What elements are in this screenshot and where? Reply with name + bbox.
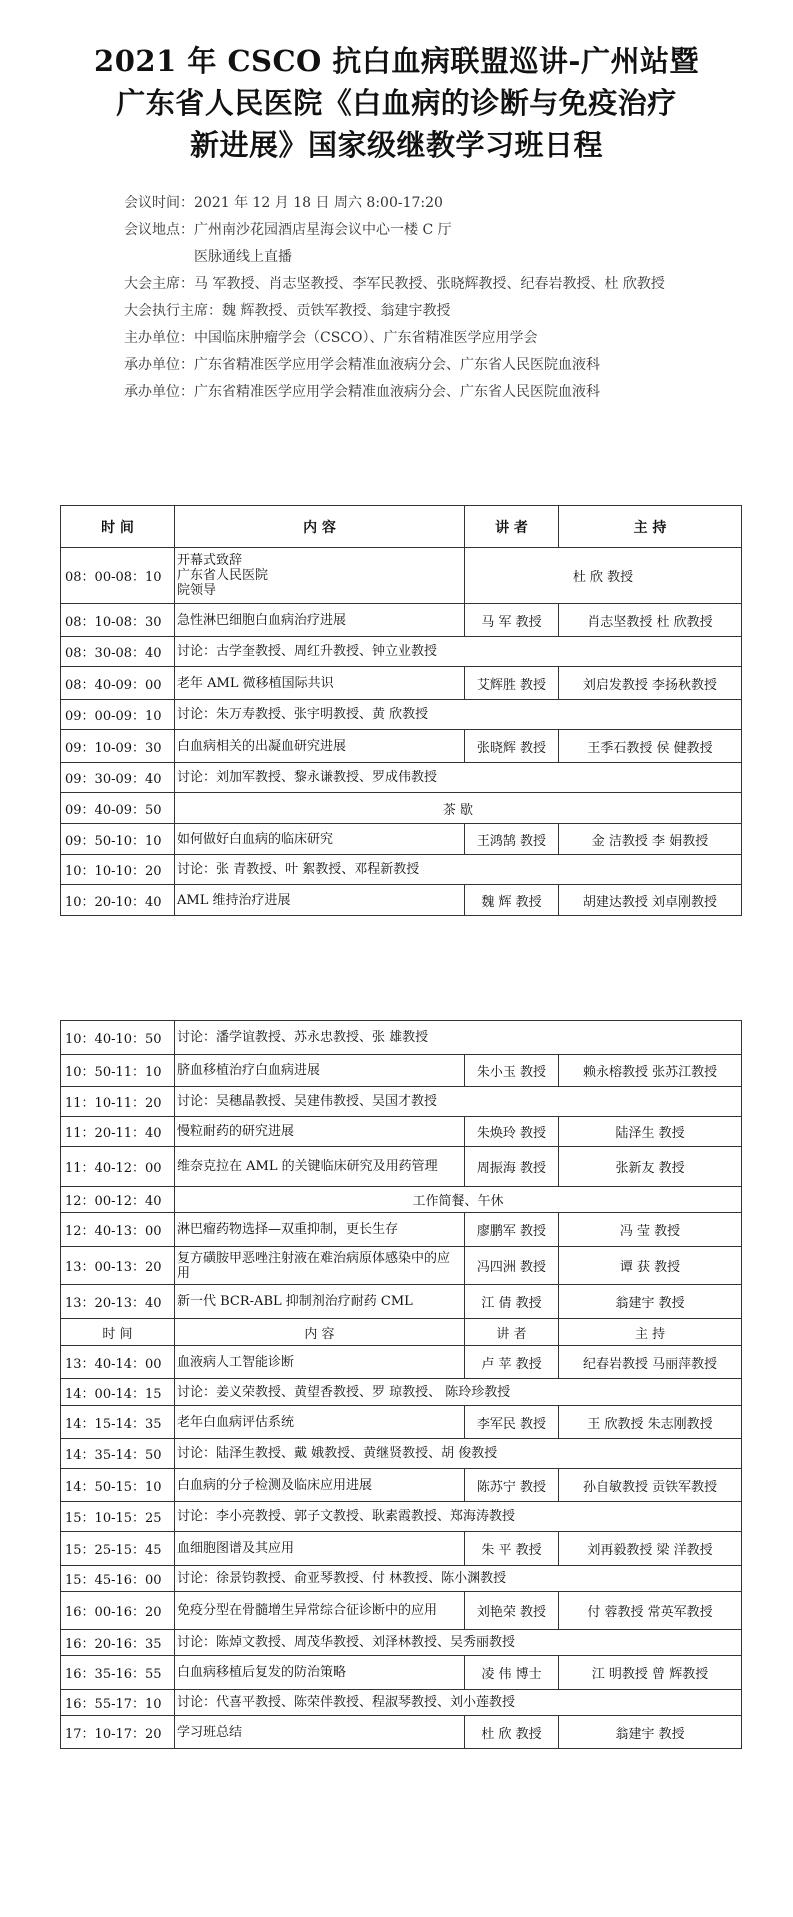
header-time: 时 间 (61, 506, 175, 548)
schedule-body-1 (61, 548, 742, 916)
info-row-exec-chair (124, 298, 793, 325)
row-content: 脐血移植治疗白血病进展 (175, 1055, 465, 1087)
row-host: 翁建宇 教授 (559, 1716, 742, 1749)
row-content: 讨论：刘加军教授、黎永谦教授、罗成伟教授 (175, 763, 742, 793)
row-content: 白血病的分子检测及临床应用进展 (175, 1469, 465, 1502)
table-row (61, 700, 742, 730)
row-speaker: 陈苏宁 教授 (465, 1469, 559, 1502)
info-row-organizer-1 (124, 352, 793, 379)
row-time: 13：40-14：00 (61, 1346, 175, 1379)
row-break: 工作简餐、午休 (175, 1187, 742, 1213)
table-row (61, 1055, 742, 1087)
row-time: 13：00-13：20 (61, 1247, 175, 1285)
table-row (61, 1502, 742, 1532)
info-value: 广州南沙花园酒店星海会议中心一楼 C 厅 (194, 222, 452, 238)
row-host: 王季石教授 侯 健教授 (559, 730, 742, 763)
row-time: 09：10-09：30 (61, 730, 175, 763)
info-row-time (124, 190, 793, 217)
table-row (61, 1187, 742, 1213)
info-value: 广东省精准医学应用学会精准血液病分会、广东省人民医院血液科 (194, 357, 600, 373)
row-time: 13：20-13：40 (61, 1285, 175, 1319)
table-row (61, 793, 742, 824)
row-time: 08：40-09：00 (61, 667, 175, 700)
row-speaker: 卢 苹 教授 (465, 1346, 559, 1379)
subheader-host: 主 持 (559, 1319, 742, 1346)
row-content: 讨论：古学奎教授、周红升教授、钟立业教授 (175, 637, 742, 667)
row-content: 如何做好白血病的临床研究 (175, 824, 465, 855)
info-value: 中国临床肿瘤学会（CSCO）、广东省精准医学应用学会 (194, 330, 538, 346)
row-speaker: 朱 平 教授 (465, 1532, 559, 1566)
row-time: 09：50-10：10 (61, 824, 175, 855)
table-row (61, 1021, 742, 1055)
info-row-organizer-2 (124, 379, 793, 406)
row-speaker: 周振海 教授 (465, 1147, 559, 1187)
info-row-venue (124, 217, 793, 244)
row-host: 纪春岩教授 马丽萍教授 (559, 1346, 742, 1379)
info-value: 广东省精准医学应用学会精准血液病分会、广东省人民医院血液科 (194, 384, 600, 400)
row-content: 白血病移植后复发的防治策略 (175, 1656, 465, 1690)
row-content: 学习班总结 (175, 1716, 465, 1749)
title-line-3: 新进展》国家级继教学习班日程 (189, 128, 603, 162)
table-row (61, 604, 742, 637)
row-time: 12：00-12：40 (61, 1187, 175, 1213)
row-time: 08：00-08：10 (61, 548, 175, 604)
header-host: 主 持 (559, 506, 742, 548)
info-label: 会议地点： (124, 222, 194, 238)
row-time: 15：25-15：45 (61, 1532, 175, 1566)
row-speaker: 张晓辉 教授 (465, 730, 559, 763)
info-chair-text (124, 271, 724, 298)
row-break: 茶 歇 (175, 793, 742, 824)
row-speaker: 江 倩 教授 (465, 1285, 559, 1319)
row-host: 刘启发教授 李扬秋教授 (559, 667, 742, 700)
row-time: 09：00-09：10 (61, 700, 175, 730)
table-row (61, 824, 742, 855)
row-content: 慢粒耐药的研究进展 (175, 1117, 465, 1147)
row-host: 杜 欣 教授 (465, 548, 742, 604)
meeting-info (0, 190, 793, 406)
table-row (61, 1716, 742, 1749)
row-host: 谭 获 教授 (559, 1247, 742, 1285)
row-content: 血细胞图谱及其应用 (175, 1532, 465, 1566)
row-time: 12：40-13：00 (61, 1213, 175, 1247)
table-row (61, 1656, 742, 1690)
row-time: 14：00-14：15 (61, 1379, 175, 1406)
row-time: 10：40-10：50 (61, 1021, 175, 1055)
row-time: 15：45-16：00 (61, 1566, 175, 1592)
table-row (61, 1346, 742, 1379)
row-time: 16：00-16：20 (61, 1592, 175, 1630)
row-speaker: 朱焕玲 教授 (465, 1117, 559, 1147)
row-content: 复方磺胺甲恶唑注射液在难治病原体感染中的应用 (175, 1247, 465, 1285)
info-value: 2021 年 12 月 18 日 周六 8:00-17:20 (194, 195, 443, 211)
row-speaker: 王鸿鹄 教授 (465, 824, 559, 855)
row-time: 09：40-09：50 (61, 793, 175, 824)
table-row (61, 667, 742, 700)
row-speaker: 李军民 教授 (465, 1406, 559, 1439)
row-content: 白血病相关的出凝血研究进展 (175, 730, 465, 763)
table-row (61, 1532, 742, 1566)
row-speaker: 冯四洲 教授 (465, 1247, 559, 1285)
info-value: 医脉通线上直播 (194, 249, 292, 265)
row-host: 江 明教授 曾 辉教授 (559, 1656, 742, 1690)
row-content: 维奈克拉在 AML 的关键临床研究及用药管理 (175, 1147, 465, 1187)
schedule-body-2a (61, 1021, 742, 1319)
info-row-host-org (124, 325, 793, 352)
document-title (0, 40, 793, 166)
schedule-table-1 (60, 505, 742, 916)
info-label: 会议时间： (124, 195, 194, 211)
row-speaker: 艾辉胜 教授 (465, 667, 559, 700)
subheader-speaker: 讲 者 (465, 1319, 559, 1346)
row-time: 10：20-10：40 (61, 885, 175, 916)
table-row (61, 885, 742, 916)
row-speaker: 朱小玉 教授 (465, 1055, 559, 1087)
row-content: 讨论：姜义荣教授、黄望香教授、罗 琼教授、 陈玲珍教授 (175, 1379, 742, 1406)
row-speaker: 凌 伟 博士 (465, 1656, 559, 1690)
table-row (61, 1285, 742, 1319)
row-time: 17：10-17：20 (61, 1716, 175, 1749)
row-content: AML 维持治疗进展 (175, 885, 465, 916)
subheader-time: 时 间 (61, 1319, 175, 1346)
row-host: 翁建宇 教授 (559, 1285, 742, 1319)
table-row (61, 1566, 742, 1592)
row-time: 14：50-15：10 (61, 1469, 175, 1502)
row-content: 讨论：潘学谊教授、苏永忠教授、张 雄教授 (175, 1021, 742, 1055)
row-content: 讨论：张 青教授、叶 絮教授、邓程新教授 (175, 855, 742, 885)
table-row (61, 1087, 742, 1117)
header-speaker: 讲 者 (465, 506, 559, 548)
row-time: 08：30-08：40 (61, 637, 175, 667)
row-content: 讨论：陆泽生教授、戴 娥教授、黄继贤教授、胡 俊教授 (175, 1439, 742, 1469)
row-speaker: 刘艳荣 教授 (465, 1592, 559, 1630)
table-header-row (61, 506, 742, 548)
row-time: 11：10-11：20 (61, 1087, 175, 1117)
table-row (61, 1690, 742, 1716)
schedule-body-2b (61, 1346, 742, 1749)
row-time: 11：20-11：40 (61, 1117, 175, 1147)
row-content: 老年白血病评估系统 (175, 1406, 465, 1439)
table-row (61, 1117, 742, 1147)
row-host: 胡建达教授 刘卓刚教授 (559, 885, 742, 916)
table-row (61, 1592, 742, 1630)
row-speaker: 廖鹏军 教授 (465, 1213, 559, 1247)
row-time: 14：15-14：35 (61, 1406, 175, 1439)
info-label: 大会执行主席： (124, 303, 222, 319)
table-row (61, 1213, 742, 1247)
row-host: 金 洁教授 李 娟教授 (559, 824, 742, 855)
row-time: 10：50-11：10 (61, 1055, 175, 1087)
info-label: 承办单位： (124, 357, 194, 373)
row-content: 新一代 BCR-ABL 抑制剂治疗耐药 CML (175, 1285, 465, 1319)
row-host: 肖志坚教授 杜 欣教授 (559, 604, 742, 637)
row-content: 开幕式致辞 广东省人民医院 院领导 (175, 548, 465, 604)
info-row-live (124, 244, 793, 271)
row-time: 15：10-15：25 (61, 1502, 175, 1532)
table-row (61, 730, 742, 763)
row-speaker: 杜 欣 教授 (465, 1716, 559, 1749)
row-content: 急性淋巴细胞白血病治疗进展 (175, 604, 465, 637)
schedule-subheader (61, 1319, 742, 1346)
row-content: 讨论：吴穗晶教授、吴建伟教授、吴国才教授 (175, 1087, 742, 1117)
row-content: 讨论：徐景钧教授、俞亚琴教授、付 林教授、陈小渊教授 (175, 1566, 742, 1592)
row-host: 张新友 教授 (559, 1147, 742, 1187)
row-time: 16：35-16：55 (61, 1656, 175, 1690)
schedule-table-2 (60, 1020, 742, 1749)
row-host: 孙自敏教授 贡铁军教授 (559, 1469, 742, 1502)
row-host: 付 蓉教授 常英军教授 (559, 1592, 742, 1630)
row-content: 讨论：陈焯文教授、周茂华教授、刘泽林教授、吴秀丽教授 (175, 1630, 742, 1656)
info-value: 魏 辉教授、贡铁军教授、翁建宇教授 (222, 303, 451, 319)
row-time: 11：40-12：00 (61, 1147, 175, 1187)
row-host: 陆泽生 教授 (559, 1117, 742, 1147)
row-time: 08：10-08：30 (61, 604, 175, 637)
info-label: 主办单位： (124, 330, 194, 346)
table-row (61, 855, 742, 885)
row-time: 16：55-17：10 (61, 1690, 175, 1716)
row-content: 讨论：李小亮教授、郭子文教授、耿素霞教授、郑海涛教授 (175, 1502, 742, 1532)
table-row (61, 1439, 742, 1469)
row-speaker: 魏 辉 教授 (465, 885, 559, 916)
info-row-chair (124, 271, 793, 298)
row-content: 免疫分型在骨髓增生异常综合征诊断中的应用 (175, 1592, 465, 1630)
row-host: 王 欣教授 朱志刚教授 (559, 1406, 742, 1439)
title-line-2: 广东省人民医院《白血病的诊断与免疫治疗 (116, 86, 677, 120)
row-time: 09：30-09：40 (61, 763, 175, 793)
row-time: 10：10-10：20 (61, 855, 175, 885)
table-row (61, 763, 742, 793)
row-content: 讨论：代喜平教授、陈荣伴教授、程淑琴教授、刘小莲教授 (175, 1690, 742, 1716)
subheader-content: 内 容 (175, 1319, 465, 1346)
table-row (61, 1406, 742, 1439)
row-host: 赖永榕教授 张苏江教授 (559, 1055, 742, 1087)
row-content: 淋巴瘤药物选择—双重抑制，更长生存 (175, 1213, 465, 1247)
row-time: 14：35-14：50 (61, 1439, 175, 1469)
table-row (61, 1630, 742, 1656)
table-row (61, 637, 742, 667)
table-row (61, 1147, 742, 1187)
row-host: 刘再毅教授 梁 洋教授 (559, 1532, 742, 1566)
header-content: 内 容 (175, 506, 465, 548)
row-speaker: 马 军 教授 (465, 604, 559, 637)
title-line-1: 2021 年 CSCO 抗白血病联盟巡讲-广州站暨 (94, 44, 699, 78)
row-content: 血液病人工智能诊断 (175, 1346, 465, 1379)
row-content: 老年 AML 微移植国际共识 (175, 667, 465, 700)
table-row (61, 1247, 742, 1285)
table-row (61, 1379, 742, 1406)
table-row (61, 548, 742, 604)
table-subheader-row (61, 1319, 742, 1346)
row-time: 16：20-16：35 (61, 1630, 175, 1656)
info-label: 承办单位： (124, 384, 194, 400)
info-label: 大会主席： (124, 276, 194, 292)
table-row (61, 1469, 742, 1502)
row-content: 讨论：朱万寿教授、张宇明教授、黄 欣教授 (175, 700, 742, 730)
row-host: 冯 莹 教授 (559, 1213, 742, 1247)
info-value: 马 军教授、肖志坚教授、李军民教授、张晓辉教授、纪春岩教授、杜 欣教授 (194, 276, 665, 292)
